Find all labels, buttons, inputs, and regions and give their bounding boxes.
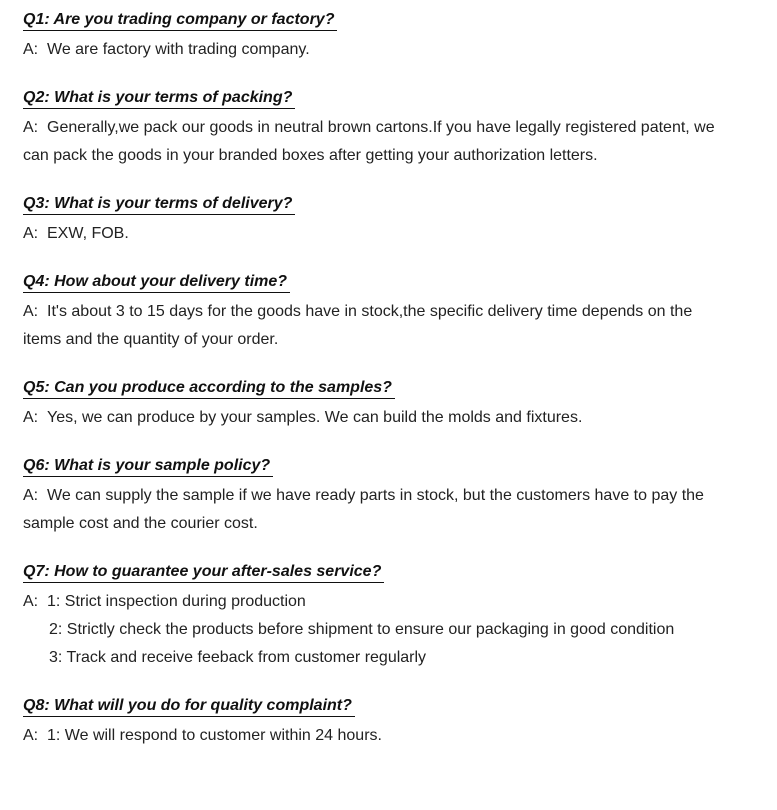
answer-text-line-2: can pack the goods in your branded boxes after getting your authorization letters. — [23, 147, 598, 164]
question-heading: Q5: Can you produce according to the samples? — [23, 378, 395, 399]
faq-item-q4 — [23, 272, 763, 354]
answer-prefix: A: — [23, 225, 39, 242]
question-heading: Q2: What is your terms of packing? — [23, 88, 295, 109]
answer-text-line-1: It's about 3 to 15 days for the goods have in stock,the specific delivery time depends on the — [47, 303, 693, 320]
faq-list — [23, 10, 763, 774]
answer-text-line-1: Generally,we pack our goods in neutral brown cartons.If you have legally registered patent, we — [47, 119, 715, 136]
answer — [23, 36, 763, 64]
answer-list-item-2: 2: Strictly check the products before shipment to ensure our packaging in good condition — [49, 621, 675, 638]
question-heading: Q6: What is your sample policy? — [23, 456, 273, 477]
answer — [23, 588, 763, 672]
answer-prefix: A: — [23, 41, 39, 58]
answer-prefix: A: — [23, 303, 39, 320]
answer-prefix: A: — [23, 487, 39, 504]
answer-text: We are factory with trading company. — [47, 41, 310, 58]
answer-text-line-2: items and the quantity of your order. — [23, 331, 279, 348]
answer-text-line-1: We can supply the sample if we have ready parts in stock, but the customers have to pay the — [47, 487, 704, 504]
faq-item-q6 — [23, 456, 763, 538]
question-heading: Q8: What will you do for quality complaint? — [23, 696, 355, 717]
question-heading: Q3: What is your terms of delivery? — [23, 194, 295, 215]
answer-prefix: A: — [23, 593, 39, 610]
answer-list-item-1: 1: We will respond to customer within 24 hours. — [47, 727, 382, 744]
answer-list-item-3: 3: Track and receive feeback from customer regularly — [49, 649, 427, 666]
question-heading: Q4: How about your delivery time? — [23, 272, 290, 293]
faq-item-q1 — [23, 10, 763, 64]
answer-prefix: A: — [23, 727, 39, 744]
faq-item-q3 — [23, 194, 763, 248]
answer-text: Yes, we can produce by your samples. We can build the molds and fixtures. — [47, 409, 583, 426]
answer — [23, 482, 763, 538]
answer-text: EXW, FOB. — [47, 225, 129, 242]
question-heading: Q1: Are you trading company or factory? — [23, 10, 337, 31]
faq-item-q5 — [23, 378, 763, 432]
answer-prefix: A: — [23, 119, 39, 136]
question-heading: Q7: How to guarantee your after-sales service? — [23, 562, 384, 583]
answer — [23, 404, 763, 432]
answer-list-item-1: 1: Strict inspection during production — [47, 593, 306, 610]
answer — [23, 220, 763, 248]
answer — [23, 114, 763, 170]
answer — [23, 722, 763, 750]
faq-item-q8 — [23, 696, 763, 750]
answer-prefix: A: — [23, 409, 39, 426]
answer — [23, 298, 763, 354]
faq-item-q7 — [23, 562, 763, 672]
faq-item-q2 — [23, 88, 763, 170]
answer-text-line-2: sample cost and the courier cost. — [23, 515, 258, 532]
